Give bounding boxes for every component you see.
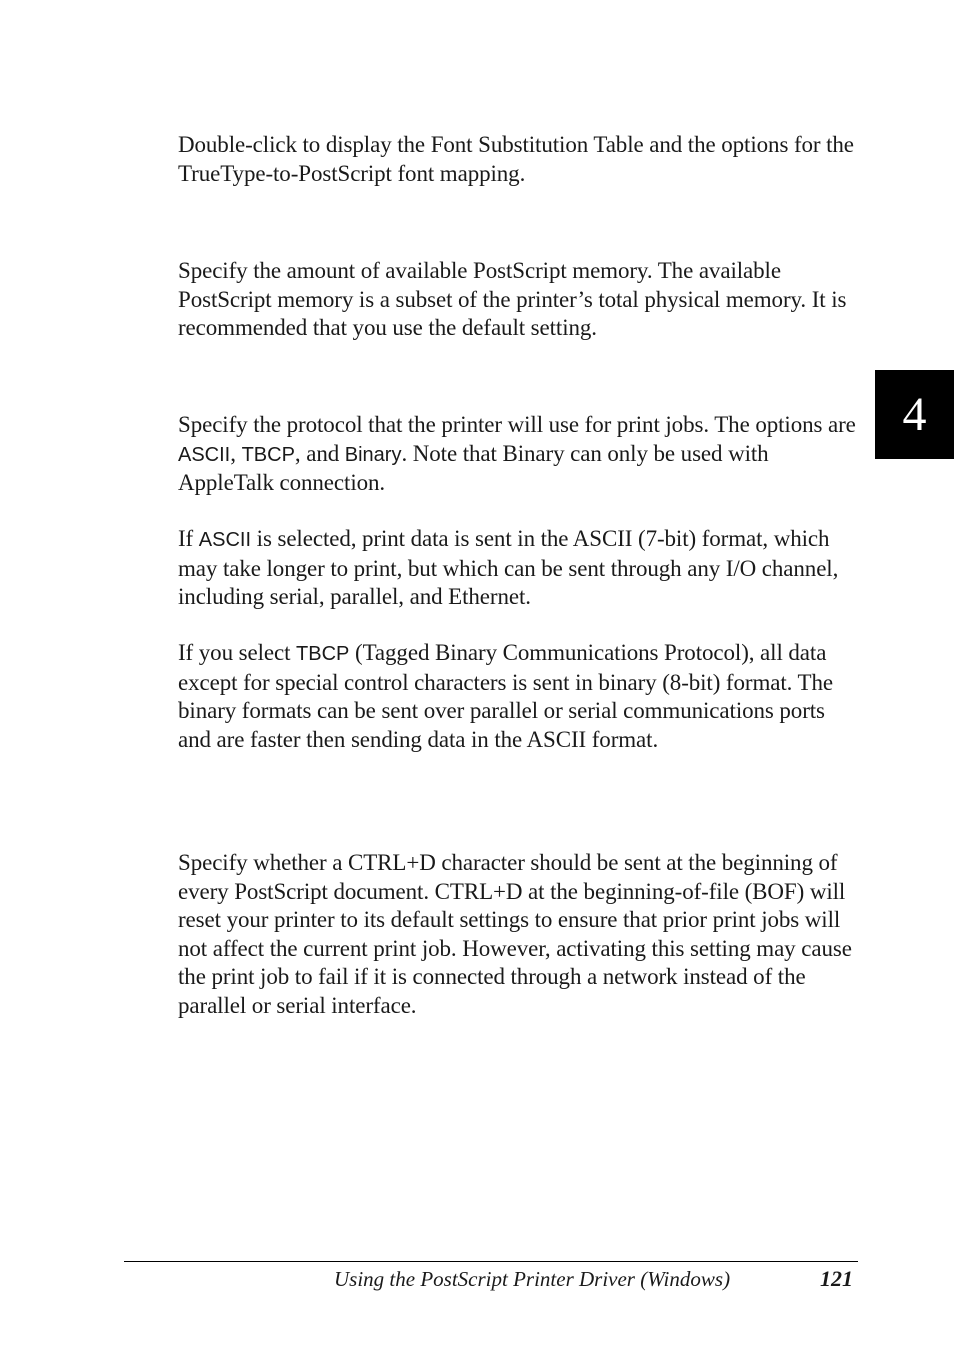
ascii-text-1: If xyxy=(178,526,199,551)
ascii-text-2: is selected, print data is sent in the ASCII (7-bit) format, which may take longer to print, but which can be sent through any I/O channel, including serial, parallel, and Ethernet. xyxy=(178,526,839,610)
font-substitution-description xyxy=(178,131,858,188)
ascii-description xyxy=(178,525,858,612)
tbcp-text-1: If you select xyxy=(178,640,297,665)
ascii-option-label: ASCII xyxy=(198,529,252,551)
tbcp-option-label: TBCP xyxy=(241,443,295,466)
tbcp-option-label: TBCP xyxy=(296,643,350,665)
chapter-number: 4 xyxy=(902,388,927,441)
chapter-tab xyxy=(875,370,954,459)
font-substitution-text: Double-click to display the Font Substitution Table and the options for the TrueType-to-PostScript font mapping. xyxy=(178,132,854,186)
postscript-memory-description xyxy=(178,257,858,343)
output-protocol-text-3: , and xyxy=(294,440,345,466)
output-protocol-text-2: , xyxy=(230,440,242,466)
ctrl-d-text: Specify whether a CTRL+D character should be sent at the beginning of every PostScript document. CTRL+D at the beginning-of-file (BOF) will reset your printer to its default settings to ensure that prior print jobs will not affect the current print job. However, activating this setting may cause the print job to fail if it is connected through a network instead of the parallel or serial interface. xyxy=(178,850,852,1018)
tbcp-description xyxy=(178,639,858,754)
footer-divider xyxy=(124,1261,858,1262)
output-protocol-description xyxy=(178,411,858,498)
ascii-option-label: ASCII xyxy=(178,443,231,466)
ctrl-d-description xyxy=(178,849,858,1021)
postscript-memory-text: Specify the amount of available PostScript memory. The available PostScript memory is a subset of the printer’s total physical memory. It is recommended that you use the default setting. xyxy=(178,258,847,341)
output-protocol-text-4: . Note that Binary can only be used with AppleTalk connection. xyxy=(178,440,769,496)
page-number: 121 xyxy=(820,1266,853,1291)
output-protocol-text-1: Specify the protocol that the printer will use for print jobs. The options are xyxy=(178,412,856,437)
footer-title: Using the PostScript Printer Driver (Windows) xyxy=(334,1267,731,1291)
binary-option-label: Binary xyxy=(344,443,402,466)
tbcp-text-2: (Tagged Binary Communications Protocol), all data except for special control characters is sent in binary (8-bit) format. The binary formats can be sent over parallel or serial communications ports and are faster then sending data in the ASCII format. xyxy=(178,640,833,752)
